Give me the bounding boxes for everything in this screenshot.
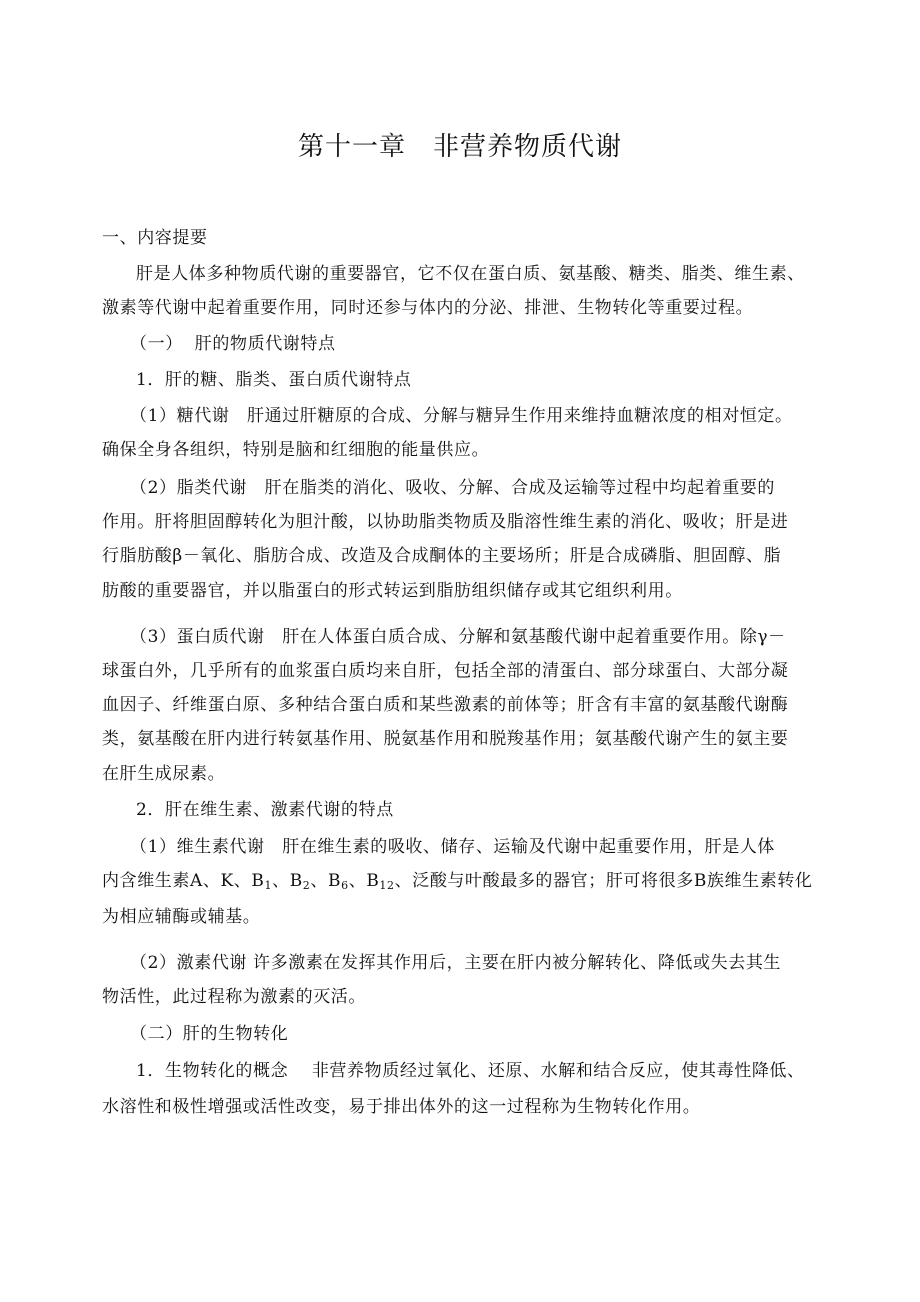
- chapter-title: 第十一章 非营养物质代谢: [297, 132, 622, 162]
- text-line: 激素等代谢中起着重要作用，同时还参与体内的分泌、排泄、生物转化等重要过程。: [102, 298, 754, 318]
- text-line: 一、内容提要: [102, 228, 208, 248]
- text-line: 1．肝的糖、脂类、蛋白质代谢特点: [136, 370, 412, 390]
- text-line: （2）激素代谢 许多激素在发挥其作用后，主要在肝内被分解转化、降低或失去其生: [130, 953, 782, 973]
- text-line: 内含维生素A、K、$B_1$、$B_2$、$B_6$、$B_{12}$、泛酸与叶酸最多的器官；肝可将很多B族维生素转化: [102, 871, 813, 892]
- text-line: 物活性，此过程称为激素的灭活。: [102, 987, 366, 1007]
- text-line: 作用。肝将胆固醇转化为胆汁酸，以协助脂类物质及脂溶性维生素的消化、吸收；肝是进: [102, 512, 789, 532]
- text-line: 2．肝在维生素、激素代谢的特点: [136, 800, 394, 820]
- text-line: 确保全身各组织，特别是脑和红细胞的能量供应。: [102, 440, 490, 460]
- text-line: 水溶性和极性增强或活性改变，易于排出体外的这一过程称为生物转化作用。: [102, 1097, 701, 1117]
- text-line: （二）肝的生物转化: [130, 1024, 289, 1044]
- text-line: 在肝生成尿素。: [102, 764, 226, 784]
- text-line: （一） 肝的物质代谢特点: [130, 334, 336, 354]
- text-line: （1）糖代谢 肝通过肝糖原的合成、分解与糖异生作用来维持血糖浓度的相对恒定。: [130, 406, 793, 426]
- text-line: 行脂肪酸β－氧化、脂肪合成、改造及合成酮体的主要场所；肝是合成磷脂、胆固醇、脂: [102, 546, 782, 566]
- text-line: （2）脂类代谢 肝在脂类的消化、吸收、分解、合成及运输等过程中均起着重要的: [130, 478, 776, 498]
- text-line: 肝是人体多种物质代谢的重要器官，它不仅在蛋白质、氨基酸、糖类、脂类、维生素、: [136, 264, 805, 284]
- text-line: 为相应辅酶或辅基。: [102, 907, 261, 927]
- text-line: 肪酸的重要器官，并以脂蛋白的形式转运到脂肪组织储存或其它组织利用。: [102, 581, 683, 601]
- text-line: 球蛋白外，几乎所有的血浆蛋白质均来自肝，包括全部的清蛋白、部分球蛋白、大部分凝: [102, 661, 789, 681]
- text-line: 类，氨基酸在肝内进行转氨基作用、脱氨基作用和脱羧基作用；氨基酸代谢产生的氨主要: [102, 729, 789, 749]
- text-line: 1．生物转化的概念 非营养物质经过氧化、还原、水解和结合反应，使其毒性降低、: [136, 1061, 805, 1081]
- text-line: （1）维生素代谢 肝在维生素的吸收、储存、运输及代谢中起重要作用，肝是人体: [130, 837, 776, 857]
- text-line: （3）蛋白质代谢 肝在人体蛋白质合成、分解和氨基酸代谢中起着重要作用。除γ－: [130, 627, 786, 647]
- text-line: 血因子、纤维蛋白原、多种结合蛋白质和某些激素的前体等；肝含有丰富的氨基酸代谢酶: [102, 695, 789, 715]
